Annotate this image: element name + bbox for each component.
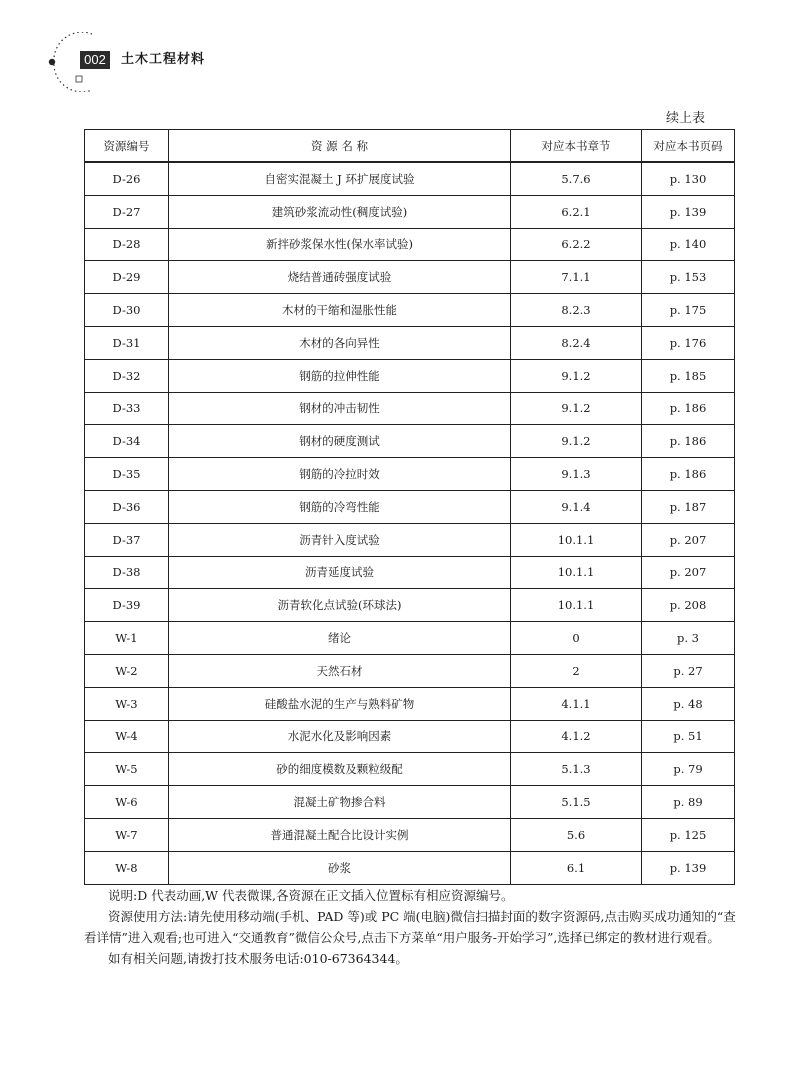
cell-page-number: p. 176: [642, 326, 735, 359]
cell-resource-name: 木材的各向异性: [169, 326, 511, 359]
cell-page-number: p. 186: [642, 458, 735, 491]
table-row: [85, 294, 735, 327]
table-continued-label: 续上表: [665, 111, 705, 126]
note-usage-instructions: 资源使用方法:请先使用移动端(手机、PAD 等)或 PC 端(电脑)微信扫描封面的数字资源码,点击购买成功通知的“查看详情”进入观看;也可进入“交通教育”微信公众号,点击下方菜单“用户服务-开始学习”,选择已绑定的教材进行观看。: [84, 909, 736, 945]
cell-chapter-section: 4.1.2: [511, 720, 642, 753]
cell-resource-name: 水泥水化及影响因素: [169, 720, 511, 753]
table-row: [85, 195, 735, 228]
cell-resource-name: 钢筋的冷拉时效: [169, 458, 511, 491]
cell-page-number: p. 125: [642, 818, 735, 851]
cell-resource-id: D-31: [85, 326, 169, 359]
cell-resource-name: 新拌砂浆保水性(保水率试验): [169, 228, 511, 261]
table-row: [85, 425, 735, 458]
cell-resource-id: W-5: [85, 753, 169, 786]
table-row: [85, 753, 735, 786]
cell-chapter-section: 5.6: [511, 818, 642, 851]
cell-chapter-section: 2: [511, 654, 642, 687]
cell-resource-id: D-29: [85, 261, 169, 294]
cell-chapter-section: 9.1.2: [511, 425, 642, 458]
table-row: [85, 654, 735, 687]
cell-page-number: p. 139: [642, 851, 735, 884]
cell-page-number: p. 207: [642, 523, 735, 556]
cell-resource-id: D-28: [85, 228, 169, 261]
cell-resource-name: 沥青针入度试验: [169, 523, 511, 556]
cell-chapter-section: 8.2.3: [511, 294, 642, 327]
cell-chapter-section: 5.7.6: [511, 162, 642, 195]
cell-resource-id: D-33: [85, 392, 169, 425]
cell-chapter-section: 7.1.1: [511, 261, 642, 294]
cell-resource-name: 混凝土矿物掺合料: [169, 786, 511, 819]
cell-resource-id: W-6: [85, 786, 169, 819]
table-row: [85, 228, 735, 261]
cell-resource-id: W-7: [85, 818, 169, 851]
cell-resource-id: W-3: [85, 687, 169, 720]
cell-page-number: p. 208: [642, 589, 735, 622]
cell-chapter-section: 6.2.2: [511, 228, 642, 261]
cell-resource-name: 木材的干缩和湿胀性能: [169, 294, 511, 327]
cell-chapter-section: 10.1.1: [511, 523, 642, 556]
table-row: [85, 490, 735, 523]
cell-chapter-section: 4.1.1: [511, 687, 642, 720]
cell-resource-id: D-32: [85, 359, 169, 392]
notes-section: [84, 885, 736, 969]
table-row: [85, 720, 735, 753]
header-resource-id: 资源编号: [85, 130, 169, 163]
resource-table: [84, 129, 735, 885]
table-header-row: [85, 130, 735, 163]
table-row: [85, 523, 735, 556]
cell-resource-id: D-35: [85, 458, 169, 491]
cell-resource-id: D-30: [85, 294, 169, 327]
cell-resource-id: D-38: [85, 556, 169, 589]
cell-page-number: p. 51: [642, 720, 735, 753]
cell-chapter-section: 6.2.1: [511, 195, 642, 228]
table-row: [85, 261, 735, 294]
table-row: [85, 818, 735, 851]
note-explanation: 说明:D 代表动画,W 代表微课,各资源在正文插入位置标有相应资源编号。: [108, 888, 514, 903]
table-row: [85, 458, 735, 491]
cell-resource-id: D-34: [85, 425, 169, 458]
cell-resource-name: 砂浆: [169, 851, 511, 884]
cell-chapter-section: 9.1.4: [511, 490, 642, 523]
cell-page-number: p. 139: [642, 195, 735, 228]
table-row: [85, 392, 735, 425]
page-header: [0, 0, 790, 110]
cell-page-number: p. 185: [642, 359, 735, 392]
cell-page-number: p. 3: [642, 622, 735, 655]
cell-page-number: p. 79: [642, 753, 735, 786]
resource-table-container: [84, 129, 734, 885]
table-row: [85, 589, 735, 622]
note-contact: 如有相关问题,请拨打技术服务电话:010-67364344。: [108, 951, 408, 966]
cell-resource-id: D-36: [85, 490, 169, 523]
cell-page-number: p. 27: [642, 654, 735, 687]
cell-page-number: p. 153: [642, 261, 735, 294]
cell-page-number: p. 207: [642, 556, 735, 589]
cell-resource-name: 钢筋的拉伸性能: [169, 359, 511, 392]
table-row: [85, 556, 735, 589]
cell-resource-name: 钢材的冲击韧性: [169, 392, 511, 425]
cell-chapter-section: 9.1.2: [511, 392, 642, 425]
table-header: [85, 130, 735, 163]
cell-resource-id: W-8: [85, 851, 169, 884]
cell-resource-id: D-26: [85, 162, 169, 195]
table-row: [85, 786, 735, 819]
cell-page-number: p. 89: [642, 786, 735, 819]
cell-chapter-section: 10.1.1: [511, 589, 642, 622]
cell-resource-name: 绪论: [169, 622, 511, 655]
cell-resource-name: 天然石材: [169, 654, 511, 687]
cell-resource-id: W-4: [85, 720, 169, 753]
page-number: 002: [80, 51, 110, 69]
header-chapter-section: 对应本书章节: [511, 130, 642, 163]
cell-resource-id: D-39: [85, 589, 169, 622]
cell-resource-name: 钢材的硬度测试: [169, 425, 511, 458]
cell-chapter-section: 8.2.4: [511, 326, 642, 359]
cell-chapter-section: 10.1.1: [511, 556, 642, 589]
table-row: [85, 687, 735, 720]
cell-chapter-section: 0: [511, 622, 642, 655]
cell-resource-name: 钢筋的冷弯性能: [169, 490, 511, 523]
table-row: [85, 622, 735, 655]
header-resource-name: 资 源 名 称: [169, 130, 511, 163]
table-row: [85, 851, 735, 884]
cell-chapter-section: 9.1.2: [511, 359, 642, 392]
cell-chapter-section: 5.1.3: [511, 753, 642, 786]
cell-resource-name: 砂的细度模数及颗粒级配: [169, 753, 511, 786]
cell-resource-name: 沥青软化点试验(环球法): [169, 589, 511, 622]
cell-chapter-section: 5.1.5: [511, 786, 642, 819]
cell-page-number: p. 175: [642, 294, 735, 327]
cell-page-number: p. 186: [642, 392, 735, 425]
cell-page-number: p. 186: [642, 425, 735, 458]
cell-page-number: p. 48: [642, 687, 735, 720]
table-row: [85, 359, 735, 392]
table-body: [85, 162, 735, 884]
cell-page-number: p. 130: [642, 162, 735, 195]
cell-resource-name: 沥青延度试验: [169, 556, 511, 589]
cell-resource-id: W-2: [85, 654, 169, 687]
cell-chapter-section: 9.1.3: [511, 458, 642, 491]
cell-resource-name: 硅酸盐水泥的生产与熟料矿物: [169, 687, 511, 720]
table-row: [85, 162, 735, 195]
cell-resource-name: 普通混凝土配合比设计实例: [169, 818, 511, 851]
cell-resource-name: 烧结普通砖强度试验: [169, 261, 511, 294]
running-header-title: 土木工程材料: [121, 52, 206, 67]
cell-chapter-section: 6.1: [511, 851, 642, 884]
table-row: [85, 326, 735, 359]
cell-page-number: p. 187: [642, 490, 735, 523]
cell-resource-id: D-37: [85, 523, 169, 556]
header-page-number: 对应本书页码: [642, 130, 735, 163]
cell-resource-id: D-27: [85, 195, 169, 228]
cell-page-number: p. 140: [642, 228, 735, 261]
cell-resource-name: 建筑砂浆流动性(稠度试验): [169, 195, 511, 228]
cell-resource-name: 自密实混凝土 J 环扩展度试验: [169, 162, 511, 195]
cell-resource-id: W-1: [85, 622, 169, 655]
